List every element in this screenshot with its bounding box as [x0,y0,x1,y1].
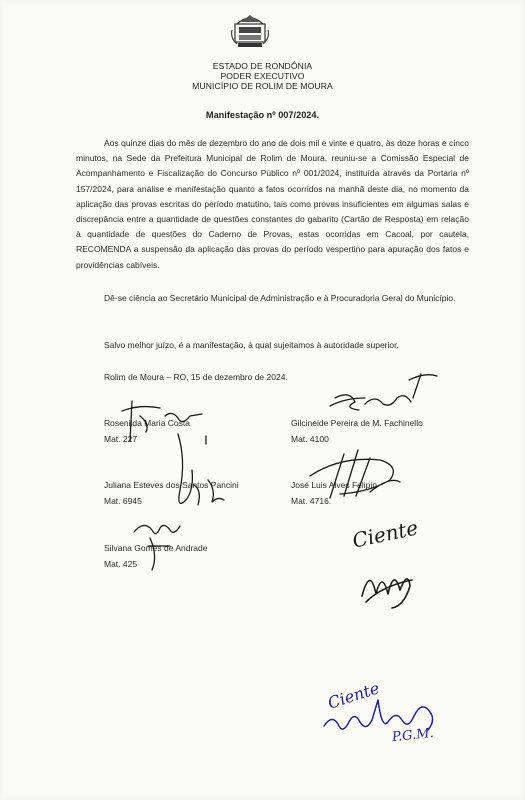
document-title: Manifestação nº 007/2024. [205,110,320,120]
header-state: ESTADO DE RONDÔNIA [212,61,313,71]
header-power: PODER EXECUTIVO [220,71,305,81]
body-paragraph-1: Aos quinze dias do mês de dezembro do ano de dois mil e vinte e quatro, às doze horas e cinco minutos, na Sede da Prefeitura Municipal de Rolim de Moura, reuniu-se a Comissão Especial de Acompanhamento e Fiscalização do Concurso Público nº 001/2024, instituída através da Portaria nº 157/2024, para análise e manifestação quanto a fatos ocorridos na manhã deste dia, no momento da aplicação das provas escritas do período matutino, tais como provas insuficientes em algumas salas e discrepância entre a quantidade de questões constantes do gabarito (Cartão de Resposta) em relação à quantidade de questões do Caderno de Provas, estas ocorridas em Cacoal, por cautela, RECOMENDA a suspensão da aplicação das provas do período vespertino para apuração dos fatos e providências cabíveis. [76,138,469,270]
signatory-mat-2: Mat. 4100 [291,434,329,444]
signatory-name-2: Gilcineide Pereira de M. Fachinello [291,418,423,428]
signature-jose [300,436,410,516]
handwritten-initials: P.G.M. [391,725,435,746]
signatory-name-5: Silvana Gomes de Andrade [104,543,208,553]
signatory-name-4: José Luis Alves Felipin [291,480,377,490]
signatory-mat-1: Mat. 227 [104,434,138,444]
signature-silvana [130,516,190,576]
signature-juliana [172,430,232,530]
signature-gilcineide [325,368,445,418]
coat-of-arms-icon [229,8,271,50]
signatory-mat-3: Mat. 6945 [104,496,142,506]
place-date: Rolim de Moura – RO, 15 de dezembro de 2024. [104,372,288,382]
signature-ciente-upper [352,546,422,616]
handwritten-ciente-upper: Ciente [350,515,421,553]
header-municipality: MUNICÍPIO DE ROLIM DE MOURA [192,81,333,91]
handwritten-ciente-lower: Ciente [325,678,382,713]
body-paragraph-2: Dê-se ciência ao Secretário Municipal de Administração e à Procuradoria Geral do Município. [104,293,456,303]
signatory-mat-5: Mat. 425 [104,559,138,569]
signatory-mat-4: Mat. 4716. [291,496,332,506]
closing-statement: Salvo melhor juízo, é a manifestação, à qual sujeitamos à autoridade superior. [104,340,399,350]
signatory-name-3: Juliana Esteves dos Santos Pancini [104,480,239,490]
signatory-name-1: Rosenilda Maria Costa [104,418,190,428]
